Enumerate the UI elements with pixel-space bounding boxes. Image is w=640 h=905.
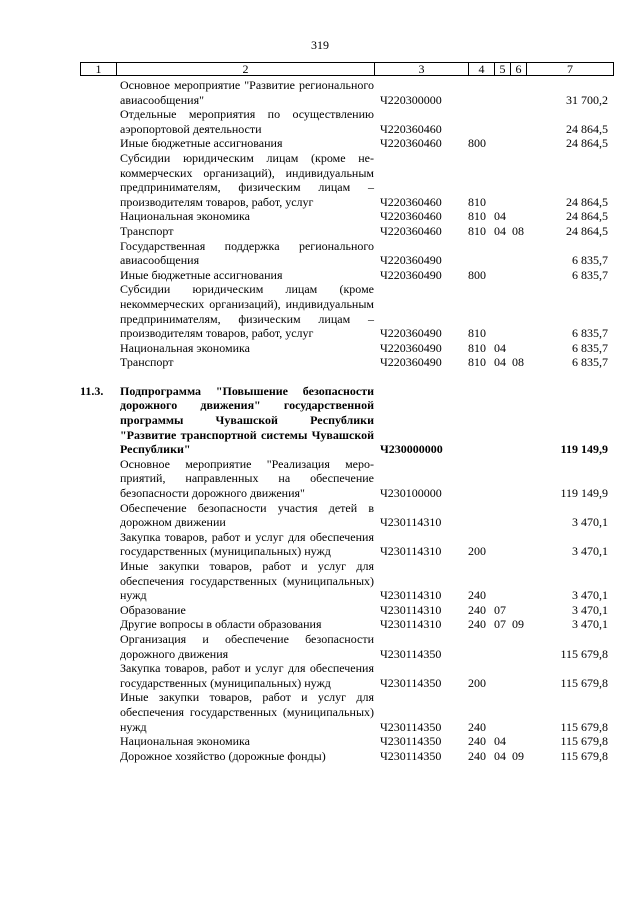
row-expense-type: 810 [468, 209, 486, 224]
row-code: Ч230000000 [380, 442, 443, 457]
row-subsection: 09 [512, 748, 524, 763]
row-spacer [80, 370, 614, 384]
row-section: 04 [494, 748, 506, 763]
row-subsection: 09 [512, 617, 524, 632]
row-expense-type: 810 [468, 223, 486, 238]
row-expense-type: 810 [468, 194, 486, 209]
table-row [80, 632, 614, 661]
row-amount: 24 864,5 [566, 223, 608, 238]
row-section: 04 [494, 355, 506, 370]
row-code: Ч220360460 [380, 121, 442, 136]
row-name: Закупка товаров, работ и услуг для обеспечения государственных (муниципальных) нужд [120, 661, 374, 690]
row-name: Субсидии юридическим лицам (кроме некоммерческих организаций), индивидуальным предпринимателям, физическим лицам – производителям товаров, работ, услуг [120, 282, 374, 341]
row-code: Ч220360490 [380, 253, 442, 268]
row-amount: 31 700,2 [566, 92, 608, 107]
row-name: Иные бюджетные ассигнования [120, 136, 283, 151]
header-col-3: 3 [375, 63, 469, 75]
row-name: Транспорт [120, 223, 174, 238]
table-row [80, 530, 614, 559]
row-section: 07 [494, 617, 506, 632]
row-expense-type: 240 [468, 602, 486, 617]
header-col-2: 2 [117, 63, 375, 75]
row-name: Иные закупки товаров, работ и услуг для обеспечения государственных (муниципальных) нужд [120, 690, 374, 734]
row-amount: 3 470,1 [572, 515, 608, 530]
table-row [80, 501, 614, 530]
row-code: Ч230114310 [380, 588, 442, 603]
header-col-7: 7 [567, 62, 573, 76]
row-code: Ч230114310 [380, 515, 442, 530]
row-expense-type: 800 [468, 136, 486, 151]
row-code: Ч220360490 [380, 340, 442, 355]
row-code: Ч230100000 [380, 486, 442, 501]
header-col-4: 4 [469, 63, 495, 75]
row-amount: 6 835,7 [572, 355, 608, 370]
row-name: Дорожное хозяйство (дорожные фонды) [120, 748, 326, 763]
row-code: Ч220360460 [380, 209, 442, 224]
row-code: Ч220360490 [380, 267, 442, 282]
row-amount: 24 864,5 [566, 209, 608, 224]
table-row [80, 107, 614, 136]
row-name: Национальная экономика [120, 340, 250, 355]
row-name: Иные бюджетные ассигнования [120, 267, 283, 282]
row-name: Транспорт [120, 355, 174, 370]
row-expense-type: 240 [468, 588, 486, 603]
row-code: Ч230114350 [380, 646, 442, 661]
page-number: 319 [311, 38, 329, 52]
row-section: 04 [494, 223, 506, 238]
table-row [80, 603, 614, 618]
row-number: 11.3. [80, 383, 104, 398]
row-amount: 115 679,8 [560, 719, 608, 734]
row-name: Основное мероприятие "Реализация мероприятий, направленных на обеспечение безопасности дорожного движения" [120, 456, 374, 501]
row-amount: 119 149,9 [560, 486, 608, 501]
row-amount: 3 470,1 [572, 544, 608, 559]
row-name: Обеспечение безопасности участия детей в дорожном движении [120, 500, 374, 530]
row-amount: 24 864,5 [566, 194, 608, 209]
table-header [80, 62, 614, 76]
table-row [80, 617, 614, 632]
table-row [80, 239, 614, 268]
row-code: Ч220360490 [380, 355, 442, 370]
row-expense-type: 810 [468, 355, 486, 370]
table-row [80, 78, 614, 107]
row-code: Ч230114350 [380, 719, 442, 734]
row-section: 07 [494, 602, 506, 617]
row-expense-type: 810 [468, 340, 486, 355]
table-row [80, 384, 614, 457]
table-row [80, 224, 614, 239]
row-name: Закупка товаров, работ и услуг для обеспечения государственных (муниципальных) нужд [120, 529, 374, 559]
row-name: Государственная поддержка регионального авиасообщения [120, 238, 374, 268]
row-amount: 115 679,8 [560, 646, 608, 661]
row-expense-type: 240 [468, 617, 486, 632]
row-code: Ч220360460 [380, 194, 442, 209]
header-col-5: 5 [495, 63, 511, 75]
row-expense-type: 200 [468, 675, 486, 690]
row-amount: 115 679,8 [560, 748, 608, 763]
row-amount: 6 835,7 [572, 267, 608, 282]
table-row [80, 136, 614, 151]
header-col-1: 1 [81, 63, 117, 75]
table-row [80, 734, 614, 749]
row-subsection: 08 [512, 355, 524, 370]
row-name: Иные закупки товаров, работ и услуг для обеспечения государственных (муниципальных) нужд [120, 559, 374, 603]
row-code: Ч220360490 [380, 326, 442, 341]
row-code: Ч230114350 [380, 675, 442, 690]
row-expense-type: 800 [468, 267, 486, 282]
row-expense-type: 240 [468, 719, 486, 734]
row-name: Национальная экономика [120, 734, 250, 749]
row-section: 04 [494, 209, 506, 224]
table-row [80, 749, 614, 764]
row-amount: 119 149,9 [560, 442, 608, 457]
row-name: Основное мероприятие "Развитие регионального авиасообщения" [120, 78, 374, 107]
table-row [80, 355, 614, 370]
row-name: Отдельные мероприятия по осуществлению аэропортовой деятельности [120, 107, 374, 136]
row-amount: 3 470,1 [572, 617, 608, 632]
table-row [80, 209, 614, 224]
row-name: Подпрограмма "Повышение безопасности дорожного движения" государственной программы Чувашской Республики "Развитие транспортной системы Чувашской Республики" [120, 383, 374, 457]
row-code: Ч220360460 [380, 136, 442, 151]
table-row [80, 661, 614, 690]
row-expense-type: 200 [468, 544, 486, 559]
row-expense-type: 810 [468, 326, 486, 341]
row-name: Субсидии юридическим лицам (кроме некоммерческих организаций), индивидуальным предпринимателям, физическим лицам – производителям товаров, работ, услуг [120, 150, 374, 209]
row-expense-type: 240 [468, 734, 486, 749]
row-section: 04 [494, 340, 506, 355]
row-code: Ч220360460 [380, 223, 442, 238]
row-name: Организация и обеспечение безопасности дорожного движения [120, 631, 374, 661]
header-col-6: 6 [511, 63, 527, 75]
row-code: Ч220300000 [380, 92, 442, 107]
row-subsection: 08 [512, 223, 524, 238]
row-code: Ч230114350 [380, 734, 442, 749]
row-amount: 6 835,7 [572, 340, 608, 355]
row-amount: 24 864,5 [566, 136, 608, 151]
row-amount: 6 835,7 [572, 253, 608, 268]
table-row [80, 341, 614, 356]
row-code: Ч230114350 [380, 748, 442, 763]
row-code: Ч230114310 [380, 602, 442, 617]
row-amount: 3 470,1 [572, 588, 608, 603]
row-name: Другие вопросы в области образования [120, 617, 322, 632]
row-amount: 24 864,5 [566, 121, 608, 136]
row-amount: 3 470,1 [572, 602, 608, 617]
table-row [80, 282, 614, 340]
table-row [80, 457, 614, 501]
table-row [80, 268, 614, 283]
row-amount: 115 679,8 [560, 675, 608, 690]
row-expense-type: 240 [468, 748, 486, 763]
table-row [80, 559, 614, 603]
row-name: Образование [120, 602, 186, 617]
row-code: Ч230114310 [380, 544, 442, 559]
row-code: Ч230114310 [380, 617, 442, 632]
table-row [80, 690, 614, 734]
row-name: Национальная экономика [120, 209, 250, 224]
table-row [80, 151, 614, 209]
row-amount: 6 835,7 [572, 326, 608, 341]
budget-table-body [80, 78, 614, 763]
row-section: 04 [494, 734, 506, 749]
row-amount: 115 679,8 [560, 734, 608, 749]
